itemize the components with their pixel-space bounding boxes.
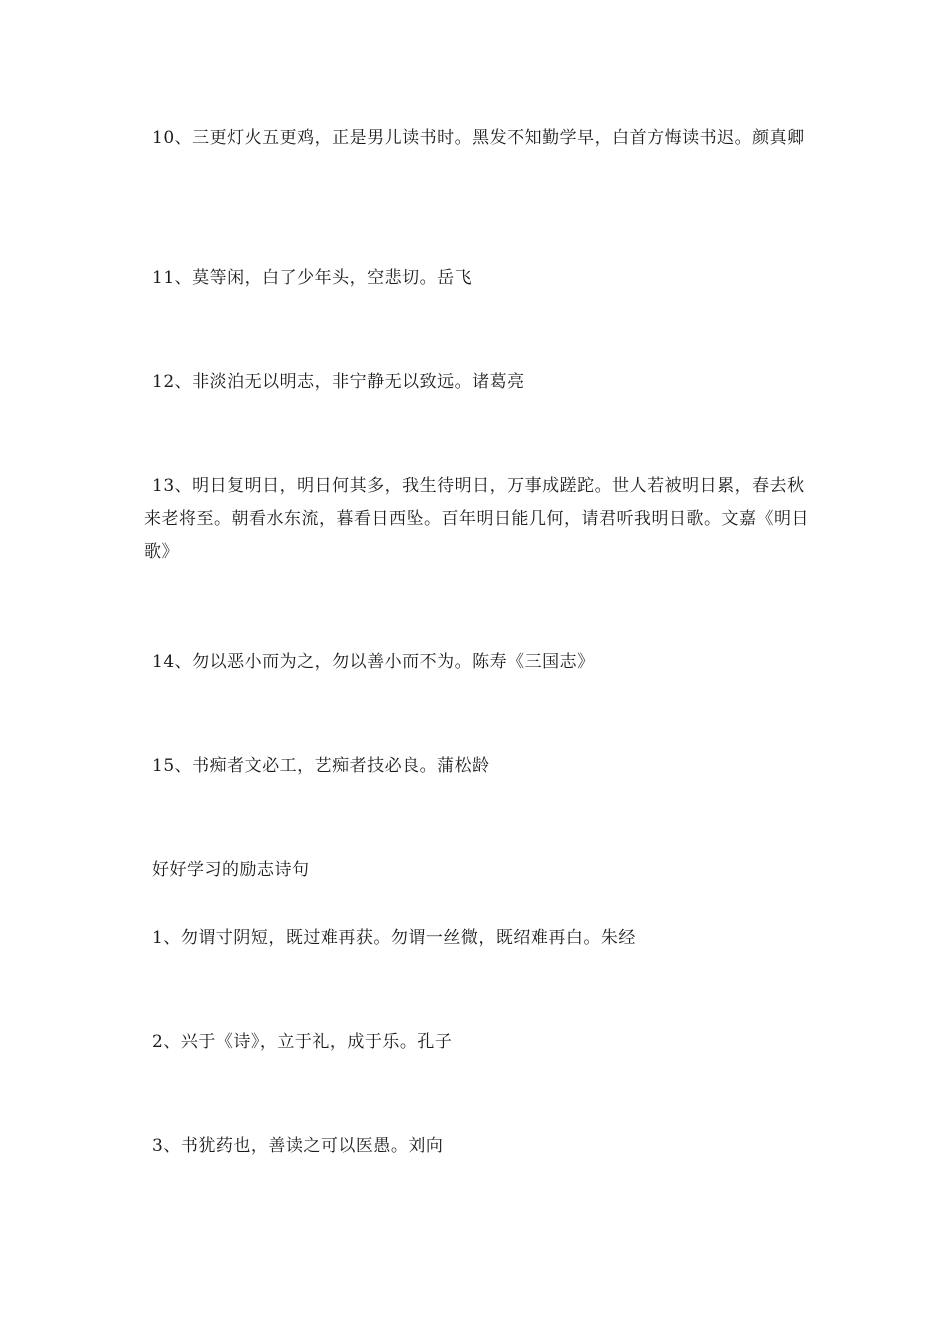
- quote-12: [144, 366, 809, 399]
- quote-text: 明日复明日，明日何其多，我生待明日，万事成蹉跎。世人若被明日累，春去秋来老将至。朝看水东流，暮看日西坠。百年明日能几何，请君听我明日歌。文嘉《明日歌》: [144, 476, 809, 562]
- quote-number: 14、: [152, 652, 193, 672]
- quote-text: 书犹药也，善读之可以医愚。刘向: [180, 1136, 444, 1156]
- quote-text: 勿以恶小而为之，勿以善小而不为。陈寿《三国志》: [192, 652, 595, 672]
- quote-10: [144, 122, 809, 155]
- quote-2: [144, 1026, 809, 1059]
- quote-13: [144, 470, 809, 569]
- quote-text: 勿谓寸阴短，既过难再获。勿谓一丝微，既绍难再白。朱经: [180, 928, 636, 948]
- quote-number: 10、: [152, 128, 193, 148]
- quote-number: 15、: [152, 756, 193, 776]
- quote-3: [144, 1130, 809, 1163]
- quote-text: 三更灯火五更鸡，正是男儿读书时。黑发不知勤学早，白首方悔读书迟。颜真卿: [192, 128, 805, 148]
- quote-text: 书痴者文必工，艺痴者技必良。蒲松龄: [192, 756, 490, 776]
- quote-number: 12、: [152, 372, 193, 392]
- quote-1: [144, 922, 809, 955]
- quote-11: [144, 262, 809, 295]
- quote-number: 11、: [152, 268, 193, 288]
- quote-number: 3、: [152, 1136, 181, 1156]
- quote-15: [144, 750, 809, 783]
- quote-text: 莫等闲，白了少年头，空悲切。岳飞: [192, 268, 473, 288]
- quote-text: 兴于《诗》，立于礼，成于乐。孔子: [180, 1032, 453, 1052]
- quote-14: [144, 646, 809, 679]
- section-title: 好好学习的励志诗句: [152, 860, 310, 880]
- quote-text: 非淡泊无以明志，非宁静无以致远。诸葛亮: [192, 372, 525, 392]
- quote-number: 1、: [152, 928, 181, 948]
- quote-number: 13、: [152, 476, 193, 496]
- quote-number: 2、: [152, 1032, 181, 1052]
